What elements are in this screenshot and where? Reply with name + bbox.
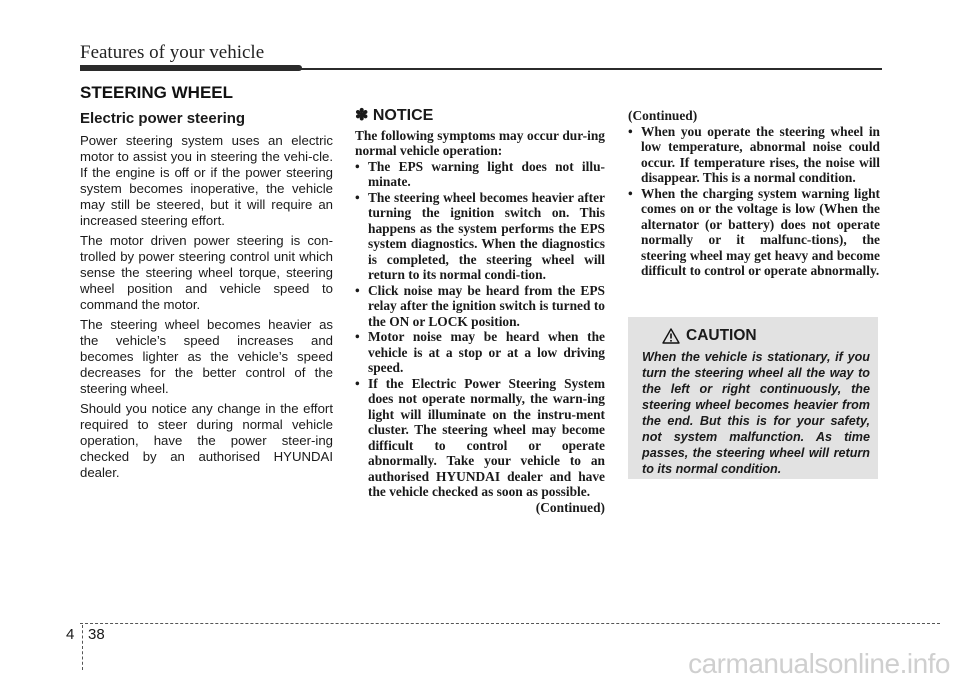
- paragraph: Power steering system uses an electric motor to assist you in steering the vehi-cle. If the engine is off or if the power steering system becomes inoperative, the vehicle may still be steered, but it will require an increased steering effort.: [80, 133, 333, 228]
- notice-heading: [355, 108, 605, 124]
- list-item: • Click noise may be heard from the EPS relay after the ignition switch is turned to the ON or LOCK position.: [355, 283, 605, 330]
- notice-column: [355, 108, 605, 515]
- list-item: • When the charging system warning light comes on or the voltage is low (When the alternator (or battery) does not operate normally or it malfunc-tions), the steering wheel may get heavy and become difficult to control or operate abnormally.: [628, 186, 880, 279]
- continued-label: (Continued): [628, 108, 698, 123]
- caution-heading: [662, 327, 870, 345]
- notice-continued-list: [628, 124, 880, 279]
- list-item: • The EPS warning light does not illu-minate.: [355, 159, 605, 190]
- list-item: • When you operate the steering wheel in low temperature, abnormal noise could occur. If temperature rises, the noise will disappear. This is a normal condition.: [628, 124, 880, 186]
- paragraph: The steering wheel becomes heavier as the vehicle’s speed increases and becomes lighter as the vehicle’s speed decreases for the better control of the steering wheel.: [80, 317, 333, 396]
- caution-heading-label: CAUTION: [686, 327, 757, 344]
- header-rule-thin: [300, 68, 882, 70]
- watermark: carmanualsonline.info: [688, 648, 950, 679]
- warning-triangle-icon: [662, 328, 680, 344]
- page-number: 38: [88, 626, 105, 643]
- header-rule-thick: [80, 65, 302, 71]
- continued-label: (Continued): [535, 499, 605, 515]
- electric-power-steering-heading: Electric power steering: [80, 110, 246, 127]
- section-title: STEERING WHEEL: [80, 83, 234, 102]
- paragraph: Should you notice any change in the effort required to steer during normal vehicle operation, have the power steer-ing checked by an authorised HYUNDAI dealer.: [80, 401, 333, 480]
- notice-heading-label: NOTICE: [372, 107, 434, 124]
- notice-symptom-list: [355, 159, 605, 500]
- notice-continued-column: [628, 108, 880, 279]
- page-header-title: Features of your vehicle: [80, 42, 265, 63]
- caution-box: [628, 317, 878, 479]
- footer-rule: [80, 623, 940, 624]
- caution-text: When the vehicle is stationary, if you turn the steering wheel all the way to the left or right continuously, the steering wheel becomes heavier from the end. But this is for your safety, not system malfunction. As time passes, the steering wheel will return to its normal condition.: [642, 350, 870, 476]
- list-item: • If the Electric Power Steering System does not operate normally, the warn-ing light will illuminate on the instru-ment cluster. The steering wheel may become difficult to control or operate abnormally. Take your vehicle to an authorised HYUNDAI dealer and have the vehicle checked as soon as possible.: [355, 376, 605, 500]
- notice-intro: The following symptoms may occur dur-ing normal vehicle operation:: [355, 127, 605, 158]
- list-item: • Motor noise may be heard when the vehicle is at a stop or at a low driving speed.: [355, 329, 605, 376]
- chapter-number: 4: [66, 626, 75, 643]
- asterisk-icon: ✽: [355, 107, 369, 124]
- list-item: • The steering wheel becomes heavier after turning the ignition switch on. This happens as the system performs the EPS system diagnostics. When the diagnostics is completed, the steering wheel will return to its normal condi-tion.: [355, 190, 605, 283]
- electric-power-steering-column: [80, 110, 333, 485]
- footer-divider: [82, 625, 83, 670]
- paragraph: The motor driven power steering is con-trolled by power steering control unit which sense the steering wheel torque, steering wheel position and vehicle speed to command the motor.: [80, 233, 333, 312]
